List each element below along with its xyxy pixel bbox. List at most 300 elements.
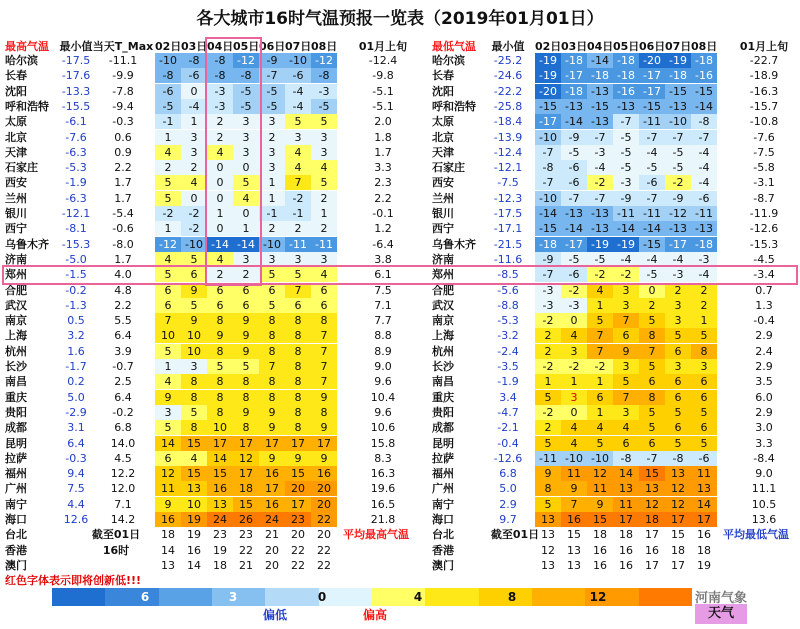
right-forecast-cell: 18	[593, 528, 607, 542]
right-forecast-cell: 3	[613, 298, 639, 313]
left-forecast-cell: 9	[155, 390, 181, 405]
left-forecast-cell: 7	[285, 283, 311, 298]
right-header-cell: 最低气温	[432, 40, 476, 53]
right-forecast-cell: 5	[639, 313, 665, 328]
left-value-cell: 3.9	[114, 344, 132, 358]
left-forecast-cell: 5	[181, 405, 207, 420]
right-value-cell: -2.4	[497, 344, 519, 358]
right-forecast-cell: 8	[691, 344, 717, 359]
right-forecast-cell: 12	[639, 497, 665, 512]
right-forecast-cell: 15	[587, 512, 613, 527]
left-forecast-cell: 16	[259, 466, 285, 481]
right-dekad-cell: -8.4	[753, 451, 775, 465]
left-forecast-cell: 3	[285, 130, 311, 145]
right-forecast-cell: -9	[535, 252, 561, 267]
left-forecast-cell: 20	[311, 497, 337, 512]
right-dekad-cell: -18.9	[749, 69, 779, 83]
left-value-cell: -15.3	[61, 237, 91, 251]
right-value-cell: -12.6	[493, 451, 523, 465]
left-value-cell: 6.4	[114, 329, 132, 343]
right-forecast-cell: -13	[665, 99, 691, 114]
left-forecast-cell: 2	[207, 130, 233, 145]
right-forecast-cell: 14	[613, 466, 639, 481]
left-forecast-cell: 17	[311, 436, 337, 451]
right-city-name: 呼和浩特	[432, 99, 476, 113]
left-forecast-cell: 5	[155, 191, 181, 206]
right-forecast-cell: 0	[561, 405, 587, 420]
legend-tick-label: 8	[507, 590, 517, 604]
right-forecast-cell: 7	[561, 497, 587, 512]
left-forecast-cell: 9	[207, 328, 233, 343]
left-value-cell: -11.1	[108, 54, 138, 67]
left-city-name: 银川	[5, 207, 27, 220]
left-forecast-cell: 8	[207, 390, 233, 405]
left-value-cell: -1.9	[65, 176, 87, 190]
left-value-cell: 1.7	[114, 176, 132, 190]
left-forecast-cell: 16	[207, 481, 233, 496]
right-forecast-cell: 16	[697, 528, 711, 542]
left-value-cell: -1.3	[65, 298, 87, 312]
left-value-cell: -0.3	[65, 451, 87, 465]
right-forecast-cell: 1	[535, 374, 561, 389]
left-forecast-cell: -8	[311, 68, 337, 83]
right-forecast-cell: 7	[587, 344, 613, 359]
left-city-name: 北京	[5, 130, 27, 144]
right-forecast-cell: -5	[587, 252, 613, 267]
right-forecast-cell: 17	[645, 558, 659, 572]
right-forecast-cell: 13	[567, 558, 581, 572]
left-forecast-cell: 8	[285, 405, 311, 420]
right-forecast-cell: 5	[639, 359, 665, 374]
left-forecast-cell: -6	[285, 68, 311, 83]
left-dekad-cell: 9.0	[374, 360, 392, 373]
left-forecast-cell: 1	[259, 175, 285, 190]
left-info-text: 截至01日	[91, 528, 141, 542]
left-forecast-cell: 5	[181, 252, 207, 267]
legend-color-segment	[532, 588, 586, 606]
left-forecast-cell: 17	[285, 436, 311, 451]
left-forecast-cell: 4	[181, 451, 207, 466]
left-forecast-cell: 9	[259, 405, 285, 420]
left-city-name: 南昌	[5, 375, 27, 389]
left-forecast-cell: 3	[311, 145, 337, 160]
right-city-name: 济南	[432, 252, 454, 266]
right-forecast-cell: -3	[535, 283, 561, 298]
right-forecast-cell: 7	[587, 328, 613, 343]
right-avg-label: 平均最低气温	[723, 528, 789, 542]
right-forecast-cell: 13	[691, 481, 717, 496]
left-forecast-cell: 3	[155, 405, 181, 420]
left-dekad-cell: 19.6	[370, 482, 396, 496]
right-dekad-cell: -11.9	[749, 207, 779, 220]
left-forecast-cell: 19	[187, 528, 201, 542]
left-forecast-cell: 2	[181, 160, 207, 175]
left-forecast-cell: 2	[311, 191, 337, 206]
left-forecast-cell: 2	[311, 221, 337, 236]
right-forecast-cell: -19	[665, 53, 691, 68]
right-forecast-cell: 9	[561, 481, 587, 496]
right-forecast-cell: -14	[691, 99, 717, 114]
legend-high-label: 偏高	[362, 608, 387, 622]
right-forecast-cell: 18	[671, 543, 685, 557]
left-dekad-cell: 16.3	[370, 467, 396, 481]
left-forecast-cell: 24	[207, 512, 233, 527]
right-forecast-cell: -2	[561, 283, 587, 298]
right-forecast-cell: -10	[535, 130, 561, 145]
left-forecast-cell: 1	[233, 221, 259, 236]
right-forecast-cell: -14	[561, 221, 587, 236]
left-city-name: 香港	[5, 543, 27, 557]
left-forecast-cell: 9	[259, 451, 285, 466]
right-city-name: 合肥	[432, 283, 454, 297]
right-forecast-cell: -3	[561, 298, 587, 313]
right-forecast-cell: 17	[691, 512, 717, 527]
right-forecast-cell: -17	[561, 68, 587, 83]
right-forecast-cell: -20	[639, 53, 665, 68]
left-forecast-cell: 8	[311, 405, 337, 420]
right-forecast-cell: 16	[593, 543, 607, 557]
right-header-cell: 03日	[561, 40, 587, 53]
left-forecast-cell: 20	[265, 558, 279, 572]
legend-tick-label: 3	[228, 590, 238, 604]
right-forecast-cell: 9	[587, 497, 613, 512]
right-forecast-cell: -2	[561, 359, 587, 374]
left-forecast-cell: -2	[181, 221, 207, 236]
left-value-cell: -9.9	[112, 69, 134, 83]
legend-color-segment	[52, 588, 106, 606]
left-forecast-cell: -3	[311, 84, 337, 99]
right-forecast-cell: -2	[587, 175, 613, 190]
right-forecast-cell: -3	[691, 252, 717, 267]
left-value-cell: -15.5	[61, 99, 91, 113]
right-forecast-cell: -8	[665, 451, 691, 466]
left-dekad-cell: 1.7	[374, 145, 392, 159]
left-forecast-cell: 0	[181, 191, 207, 206]
left-forecast-cell: -5	[259, 99, 285, 114]
right-forecast-cell: 17	[613, 512, 639, 527]
right-forecast-cell: 4	[561, 436, 587, 451]
left-forecast-cell: 8	[259, 313, 285, 328]
left-header-cell: 03日	[181, 40, 207, 53]
left-forecast-cell: 22	[317, 543, 331, 557]
left-forecast-cell: 8	[259, 374, 285, 389]
left-value-cell: -0.2	[112, 405, 134, 419]
right-forecast-cell: -8	[691, 114, 717, 129]
left-city-name: 西安	[5, 176, 27, 190]
right-city-name: 昆明	[432, 436, 454, 450]
right-forecast-cell: -15	[639, 99, 665, 114]
right-dekad-cell: 11.1	[751, 482, 777, 496]
left-forecast-cell: 1	[155, 130, 181, 145]
left-forecast-cell: 6	[233, 298, 259, 313]
right-value-cell: -5.6	[497, 283, 519, 297]
right-forecast-cell: -9	[613, 191, 639, 206]
left-dekad-cell: 9.6	[374, 405, 392, 419]
left-dekad-cell: 2.0	[374, 115, 392, 129]
left-forecast-cell: 18	[233, 481, 259, 496]
left-forecast-cell: -8	[155, 68, 181, 83]
left-forecast-cell: 5	[155, 267, 181, 282]
left-forecast-cell: 10	[207, 420, 233, 435]
right-dekad-cell: 6.0	[755, 390, 773, 404]
left-value-cell: 1.7	[114, 191, 132, 205]
left-forecast-cell: 16	[187, 543, 201, 557]
left-forecast-cell: -10	[155, 53, 181, 68]
right-forecast-cell: 0	[561, 313, 587, 328]
right-header-cell: 07日	[665, 40, 691, 53]
right-forecast-cell: -18	[561, 84, 587, 99]
left-forecast-cell: 15	[285, 466, 311, 481]
right-forecast-cell: 11	[613, 497, 639, 512]
left-dekad-cell: 1.8	[374, 130, 392, 144]
left-value-cell: 12.0	[110, 482, 136, 496]
left-forecast-cell: -2	[155, 206, 181, 221]
right-forecast-cell: 15	[567, 528, 581, 542]
right-city-name: 海口	[432, 513, 454, 526]
legend-tick-label: 4	[413, 590, 423, 604]
right-forecast-cell: -9	[665, 191, 691, 206]
right-forecast-cell: 17	[665, 512, 691, 527]
right-dekad-cell: -7.5	[753, 145, 775, 159]
left-value-cell: -0.3	[112, 115, 134, 129]
right-forecast-cell: -4	[691, 175, 717, 190]
right-forecast-cell: 3	[613, 283, 639, 298]
right-forecast-cell: -14	[535, 206, 561, 221]
left-forecast-cell: 1	[181, 114, 207, 129]
right-value-cell: -24.6	[493, 69, 523, 83]
right-forecast-cell: -5	[561, 145, 587, 160]
left-forecast-cell: 8	[259, 390, 285, 405]
left-forecast-cell: 0	[233, 160, 259, 175]
left-forecast-cell: 7	[285, 175, 311, 190]
right-forecast-cell: -11	[639, 114, 665, 129]
right-forecast-cell: 11	[587, 481, 613, 496]
right-forecast-cell: 1	[561, 374, 587, 389]
left-city-name: 武汉	[5, 298, 27, 312]
right-forecast-cell: -13	[691, 221, 717, 236]
left-value-cell: 0.2	[67, 375, 85, 389]
left-forecast-cell: -5	[233, 99, 259, 114]
left-forecast-cell: 5	[155, 175, 181, 190]
left-forecast-cell: 8	[285, 420, 311, 435]
left-value-cell: 5.0	[67, 390, 85, 404]
left-value-cell: -9.4	[112, 99, 134, 113]
right-dekad-cell: -5.8	[753, 161, 775, 175]
left-value-cell: 4.8	[114, 283, 132, 297]
right-forecast-cell: 8	[535, 481, 561, 496]
left-forecast-cell: 23	[285, 512, 311, 527]
left-value-cell: 1.7	[114, 252, 132, 266]
left-forecast-cell: -12	[311, 53, 337, 68]
right-forecast-cell: -4	[691, 160, 717, 175]
left-dekad-cell: 3.3	[374, 161, 392, 175]
right-forecast-cell: -11	[535, 451, 561, 466]
right-dekad-cell: -7.6	[753, 130, 775, 144]
left-forecast-cell: 7	[311, 374, 337, 389]
left-forecast-cell: -12	[155, 237, 181, 252]
right-forecast-cell: 2	[535, 344, 561, 359]
right-city-name: 贵阳	[432, 405, 454, 419]
left-value-cell: 6.8	[114, 421, 132, 435]
left-forecast-cell: 6	[207, 283, 233, 298]
right-value-cell: 6.8	[499, 467, 517, 481]
watermark-text: 河南气象	[695, 591, 748, 606]
right-forecast-cell: -19	[535, 68, 561, 83]
left-forecast-cell: 3	[259, 252, 285, 267]
right-forecast-cell: 13	[639, 481, 665, 496]
left-city-name: 福州	[5, 467, 27, 481]
right-forecast-cell: 16	[593, 558, 607, 572]
left-value-cell: 4.4	[67, 497, 85, 511]
right-forecast-cell: -8	[535, 160, 561, 175]
left-city-name: 海口	[5, 513, 27, 526]
left-header-cell: 最高气温	[5, 40, 49, 53]
left-forecast-cell: 20	[265, 543, 279, 557]
left-forecast-cell: -11	[311, 237, 337, 252]
right-forecast-cell: -12	[665, 206, 691, 221]
left-value-cell: 6.4	[114, 390, 132, 404]
right-forecast-cell: -7	[535, 175, 561, 190]
left-forecast-cell: 21	[239, 558, 253, 572]
right-forecast-cell: 5	[535, 436, 561, 451]
left-forecast-cell: 23	[213, 528, 227, 542]
right-forecast-cell: -7	[535, 145, 561, 160]
right-forecast-cell: 5	[691, 328, 717, 343]
right-forecast-cell: -13	[561, 206, 587, 221]
right-forecast-cell: -10	[535, 191, 561, 206]
left-forecast-cell: 15	[207, 466, 233, 481]
right-forecast-cell: 2	[535, 328, 561, 343]
left-dekad-cell: 7.7	[374, 314, 392, 328]
left-forecast-cell: 17	[233, 466, 259, 481]
legend-tick-label: 12	[589, 590, 607, 604]
left-forecast-cell: -9	[259, 53, 285, 68]
left-value-cell: -17.6	[61, 69, 91, 83]
right-forecast-cell: 5	[665, 405, 691, 420]
left-forecast-cell: 22	[291, 543, 305, 557]
right-forecast-cell: -13	[587, 221, 613, 236]
right-forecast-cell: 3	[561, 344, 587, 359]
left-forecast-cell: 22	[239, 543, 253, 557]
left-value-cell: 14.2	[110, 513, 136, 526]
left-forecast-cell: 9	[233, 344, 259, 359]
right-dekad-cell: 0.7	[755, 283, 773, 297]
left-forecast-cell: 26	[233, 512, 259, 527]
left-forecast-cell: 5	[207, 359, 233, 374]
right-forecast-cell: 6	[691, 374, 717, 389]
left-forecast-cell: -14	[233, 237, 259, 252]
right-forecast-cell: -18	[561, 53, 587, 68]
left-forecast-cell: 6	[259, 283, 285, 298]
left-dekad-cell: 8.8	[374, 329, 392, 343]
left-forecast-cell: 0	[207, 175, 233, 190]
right-forecast-cell: -19	[587, 237, 613, 252]
right-forecast-cell: 13	[535, 512, 561, 527]
right-forecast-cell: 8	[639, 328, 665, 343]
left-value-cell: 12.6	[63, 513, 89, 526]
right-forecast-cell: -20	[535, 84, 561, 99]
right-forecast-cell: 5	[691, 436, 717, 451]
right-forecast-cell: 15	[671, 528, 685, 542]
left-city-name: 郑州	[5, 268, 27, 282]
right-dekad-cell: -15.7	[749, 99, 779, 113]
right-dekad-cell: -15.3	[749, 237, 779, 251]
left-forecast-cell: -4	[181, 99, 207, 114]
left-forecast-cell: 18	[213, 558, 227, 572]
right-dekad-cell: 3.5	[755, 375, 773, 389]
left-forecast-cell: 3	[181, 359, 207, 374]
left-forecast-cell: 8	[207, 344, 233, 359]
right-forecast-cell: -5	[613, 145, 639, 160]
right-forecast-cell: -7	[665, 130, 691, 145]
left-forecast-cell: 9	[311, 451, 337, 466]
right-dekad-cell: 2.9	[755, 329, 773, 343]
right-forecast-cell: -14	[613, 221, 639, 236]
right-forecast-cell: -2	[535, 313, 561, 328]
left-dekad-cell: -5.1	[372, 84, 394, 98]
right-forecast-cell: 16	[619, 558, 633, 572]
left-forecast-cell: 7	[155, 313, 181, 328]
left-forecast-cell: 5	[155, 420, 181, 435]
left-forecast-cell: 4	[207, 252, 233, 267]
left-forecast-cell: -1	[259, 206, 285, 221]
right-dekad-cell: 9.0	[755, 467, 773, 481]
left-forecast-cell: 10	[181, 497, 207, 512]
right-city-name: 拉萨	[432, 451, 454, 465]
left-forecast-cell: 8	[285, 359, 311, 374]
right-forecast-cell: 6	[691, 420, 717, 435]
weather-box: 天气	[695, 604, 747, 624]
legend-tick-label: 0	[317, 590, 327, 604]
right-forecast-cell: -8	[613, 451, 639, 466]
right-forecast-cell: -17	[535, 114, 561, 129]
left-forecast-cell: 1	[311, 206, 337, 221]
left-forecast-cell: 24	[259, 512, 285, 527]
left-forecast-cell: 16	[259, 497, 285, 512]
left-city-name: 台北	[5, 528, 27, 542]
right-forecast-cell: 16	[645, 543, 659, 557]
right-forecast-cell: -17	[639, 68, 665, 83]
left-forecast-cell: 17	[285, 497, 311, 512]
left-forecast-cell: 4	[285, 160, 311, 175]
right-forecast-cell: -2	[665, 175, 691, 190]
left-city-name: 西宁	[5, 222, 27, 236]
right-dekad-cell: -16.3	[749, 84, 779, 98]
right-forecast-cell: 2	[691, 298, 717, 313]
left-forecast-cell: 1	[155, 221, 181, 236]
right-forecast-cell: 13	[665, 466, 691, 481]
left-forecast-cell: -8	[233, 68, 259, 83]
right-forecast-cell: -7	[587, 191, 613, 206]
right-forecast-cell: -4	[587, 160, 613, 175]
left-forecast-cell: 6	[311, 283, 337, 298]
left-city-name: 南京	[5, 314, 27, 328]
right-value-cell: -7.5	[497, 176, 519, 190]
right-city-name: 西宁	[432, 222, 454, 236]
right-forecast-cell: 6	[665, 344, 691, 359]
left-forecast-cell: 0	[207, 191, 233, 206]
left-forecast-cell: 7	[259, 359, 285, 374]
left-forecast-cell: 19	[181, 512, 207, 527]
right-city-name: 太原	[432, 115, 454, 129]
right-forecast-cell: -7	[639, 451, 665, 466]
left-forecast-cell: 10	[181, 328, 207, 343]
right-city-name: 南昌	[432, 375, 454, 389]
left-forecast-cell: 9	[181, 313, 207, 328]
left-city-name: 呼和浩特	[5, 99, 49, 113]
right-city-name: 郑州	[432, 268, 454, 282]
right-forecast-cell: 12	[587, 466, 613, 481]
